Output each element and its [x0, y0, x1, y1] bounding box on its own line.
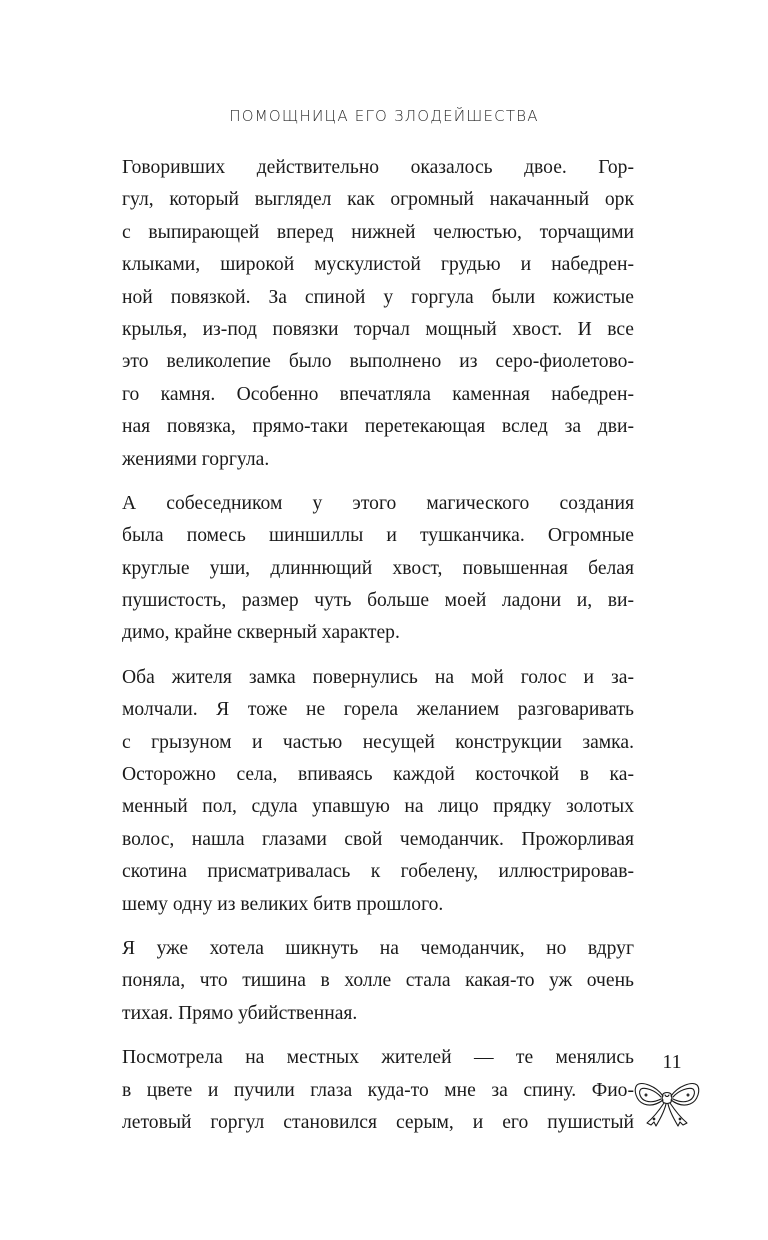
text-line: Говоривших действительно оказалось двое. Гор-	[122, 157, 634, 178]
page-number: 11	[662, 1051, 682, 1073]
text-line: летовый горгул становился серым, и его пушистый	[122, 1111, 634, 1133]
text-line: го камня. Особенно впечатляла каменная набедрен-	[122, 383, 634, 405]
text-line: ная повязка, прямо-таки перетекающая вслед за дви-	[122, 416, 634, 438]
text-line: ной повязкой. За спиной у горгула были кожистые	[122, 286, 634, 308]
text-line: скотина присматривалась к гобелену, иллюстрировав-	[122, 861, 634, 883]
text-line: волос, нашла глазами свой чемоданчик. Прожорливая	[122, 828, 634, 850]
text-line: в цвете и пучили глаза куда-то мне за спину. Фио-	[122, 1079, 634, 1101]
text-line: димо, крайне скверный характер.	[122, 622, 400, 644]
text-line: была помесь шиншиллы и тушканчика. Огромные	[122, 525, 634, 547]
paragraph	[122, 662, 634, 921]
text-line: А собеседником у этого магического создания	[122, 492, 634, 514]
body-text	[122, 152, 634, 1151]
text-line: жениями горгула.	[122, 448, 270, 470]
text-line: с грызуном и частью несущей конструкции замка.	[122, 731, 634, 753]
paragraph	[122, 933, 634, 1030]
running-head: ПОМОЩНИЦА ЕГО ЗЛОДЕЙШЕСТВА	[229, 107, 539, 125]
text-line: Посмотрела на местных жителей — те менялись	[122, 1047, 634, 1069]
text-line: Оба жителя замка повернулись на мой голос и за-	[122, 666, 634, 688]
text-line: это великолепие было выполнено из серо-фиолетово-	[122, 351, 634, 373]
paragraph	[122, 488, 634, 650]
text-line: менный пол, сдула упавшую на лицо прядку золотых	[122, 796, 634, 818]
text-line: тихая. Прямо убийственная.	[122, 1002, 358, 1024]
paragraph	[122, 1042, 634, 1139]
text-line: крылья, из-под повязки торчал мощный хвост. И все	[122, 318, 634, 340]
text-line: гул, который выглядел как огромный накачанный орк	[122, 189, 634, 211]
text-line: круглые уши, длиннющий хвост, повышенная белая	[122, 557, 634, 579]
text-line: Я уже хотела шикнуть на чемоданчик, но вдруг	[122, 937, 634, 959]
text-line: с выпирающей вперед нижней челюстью, торчащими	[122, 221, 634, 243]
text-line: Осторожно села, впиваясь каждой косточкой в ка-	[122, 764, 634, 786]
text-line: молчали. Я тоже не горела желанием разговаривать	[122, 699, 634, 721]
text-line: поняла, что тишина в холле стала какая-то уж очень	[122, 970, 634, 992]
text-line: пушистость, размер чуть больше моей ладони и, ви-	[122, 590, 634, 612]
text-line: клыками, широкой мускулистой грудью и набедрен-	[122, 254, 634, 276]
bow-icon	[632, 1073, 702, 1133]
paragraph	[122, 152, 634, 476]
text-line: шему одну из великих битв прошлого.	[122, 893, 444, 915]
